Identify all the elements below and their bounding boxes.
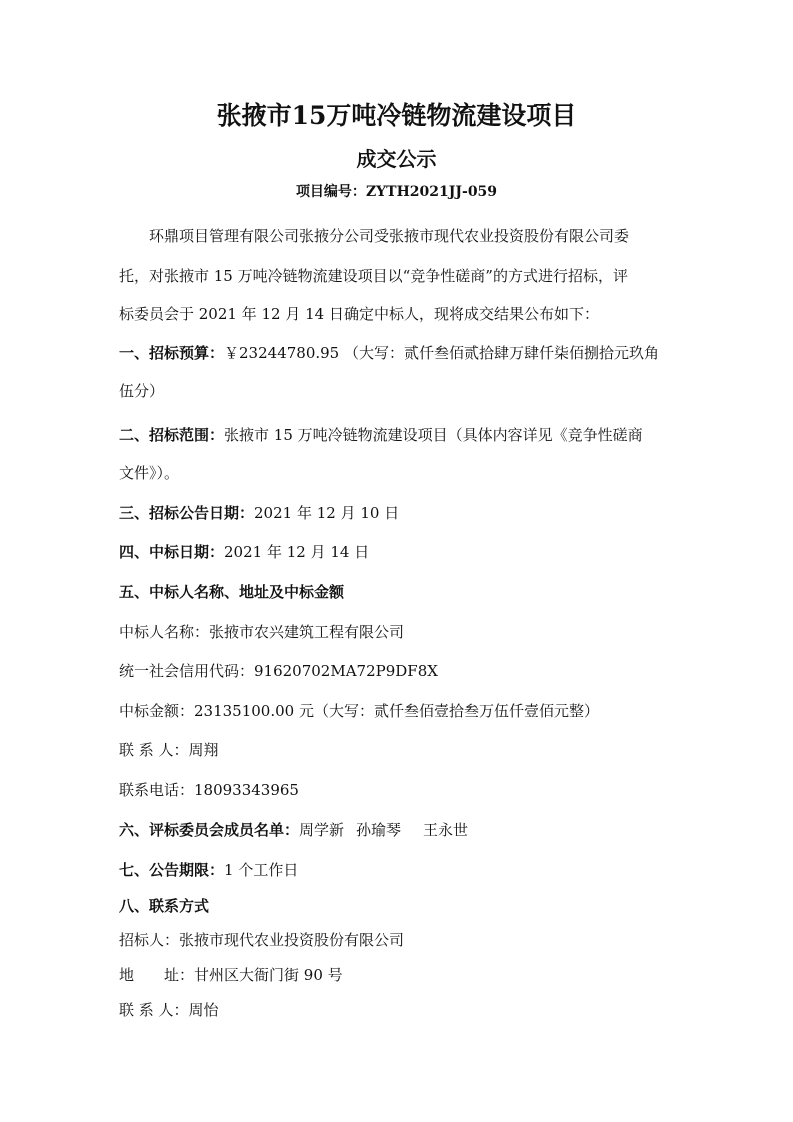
budget-label: 一、招标预算： (119, 344, 225, 362)
document-subtitle: 成交公示 (356, 147, 437, 171)
contact-section-heading: 八、联系方式 (119, 897, 210, 915)
committee-member: 周学新 (299, 821, 345, 839)
committee-member: 王永世 (423, 821, 469, 839)
award-date-label: 四、中标日期： (119, 543, 225, 561)
project-number-value: ZYTH2021JJ-059 (365, 184, 498, 200)
announce-date-line (119, 502, 399, 524)
intro-line-1: 环鼎项目管理有限公司张掖分公司受张掖市现代农业投资股份有限公司委 (149, 227, 630, 245)
winner-contact: 联 系 人：周翔 (119, 741, 219, 759)
notice-period-line (119, 859, 298, 881)
scope-value: 张掖市 15 万吨冷链物流建设项目（具体内容详见《竞争性磋商 (224, 426, 643, 444)
committee-member: 孙瑜琴 (356, 821, 402, 839)
intro-line-3: 标委员会于 2021 年 12 月 14 日确定中标人，现将成交结果公布如下： (119, 305, 599, 323)
announce-date-value: 2021 年 12 月 10 日 (254, 504, 400, 522)
award-date-value: 2021 年 12 月 14 日 (224, 543, 370, 561)
scope-label: 二、招标范围： (119, 426, 225, 444)
notice-period-label: 七、公告期限： (119, 861, 225, 879)
budget-line-cont: 伍分） (119, 382, 165, 400)
notice-period-value: 1 个工作日 (224, 861, 299, 879)
committee-line (119, 819, 468, 841)
tenderer-name: 招标人：张掖市现代农业投资股份有限公司 (119, 931, 405, 949)
budget-value: ￥23244780.95 （大写：贰仟叁佰贰拾肆万肆仟柒佰捌拾元玖角 (224, 344, 659, 362)
address-value: 甘州区大衙门街 90 号 (194, 966, 343, 984)
document-title: 张掖市15万吨冷链物流建设项目 (216, 101, 577, 130)
address-label: 地 址： (119, 966, 195, 984)
winner-section-heading: 五、中标人名称、地址及中标金额 (119, 583, 345, 601)
winner-phone: 联系电话：18093343965 (119, 781, 299, 799)
award-date-line (119, 541, 369, 563)
tenderer-address (119, 964, 343, 986)
intro-line-2: 托，对张掖市 15 万吨冷链物流建设项目以“竞争性磋商”的方式进行招标，评 (119, 267, 628, 285)
committee-label: 六、评标委员会成员名单： (119, 821, 300, 839)
tenderer-contact: 联 系 人：周怡 (119, 1001, 219, 1019)
scope-line (119, 424, 643, 446)
scope-line-cont: 文件》）。 (119, 464, 180, 482)
project-number-label: 项目编号： (295, 184, 366, 200)
project-number (0, 182, 793, 202)
winner-name: 中标人名称：张掖市农兴建筑工程有限公司 (119, 623, 405, 641)
winner-credit-code: 统一社会信用代码：91620702MA72P9DF8X (119, 662, 438, 680)
announce-date-label: 三、招标公告日期： (119, 504, 255, 522)
winner-amount: 中标金额：23135100.00 元（大写：贰仟叁佰壹拾叁万伍仟壹佰元整） (119, 702, 599, 720)
budget-line (119, 342, 659, 364)
